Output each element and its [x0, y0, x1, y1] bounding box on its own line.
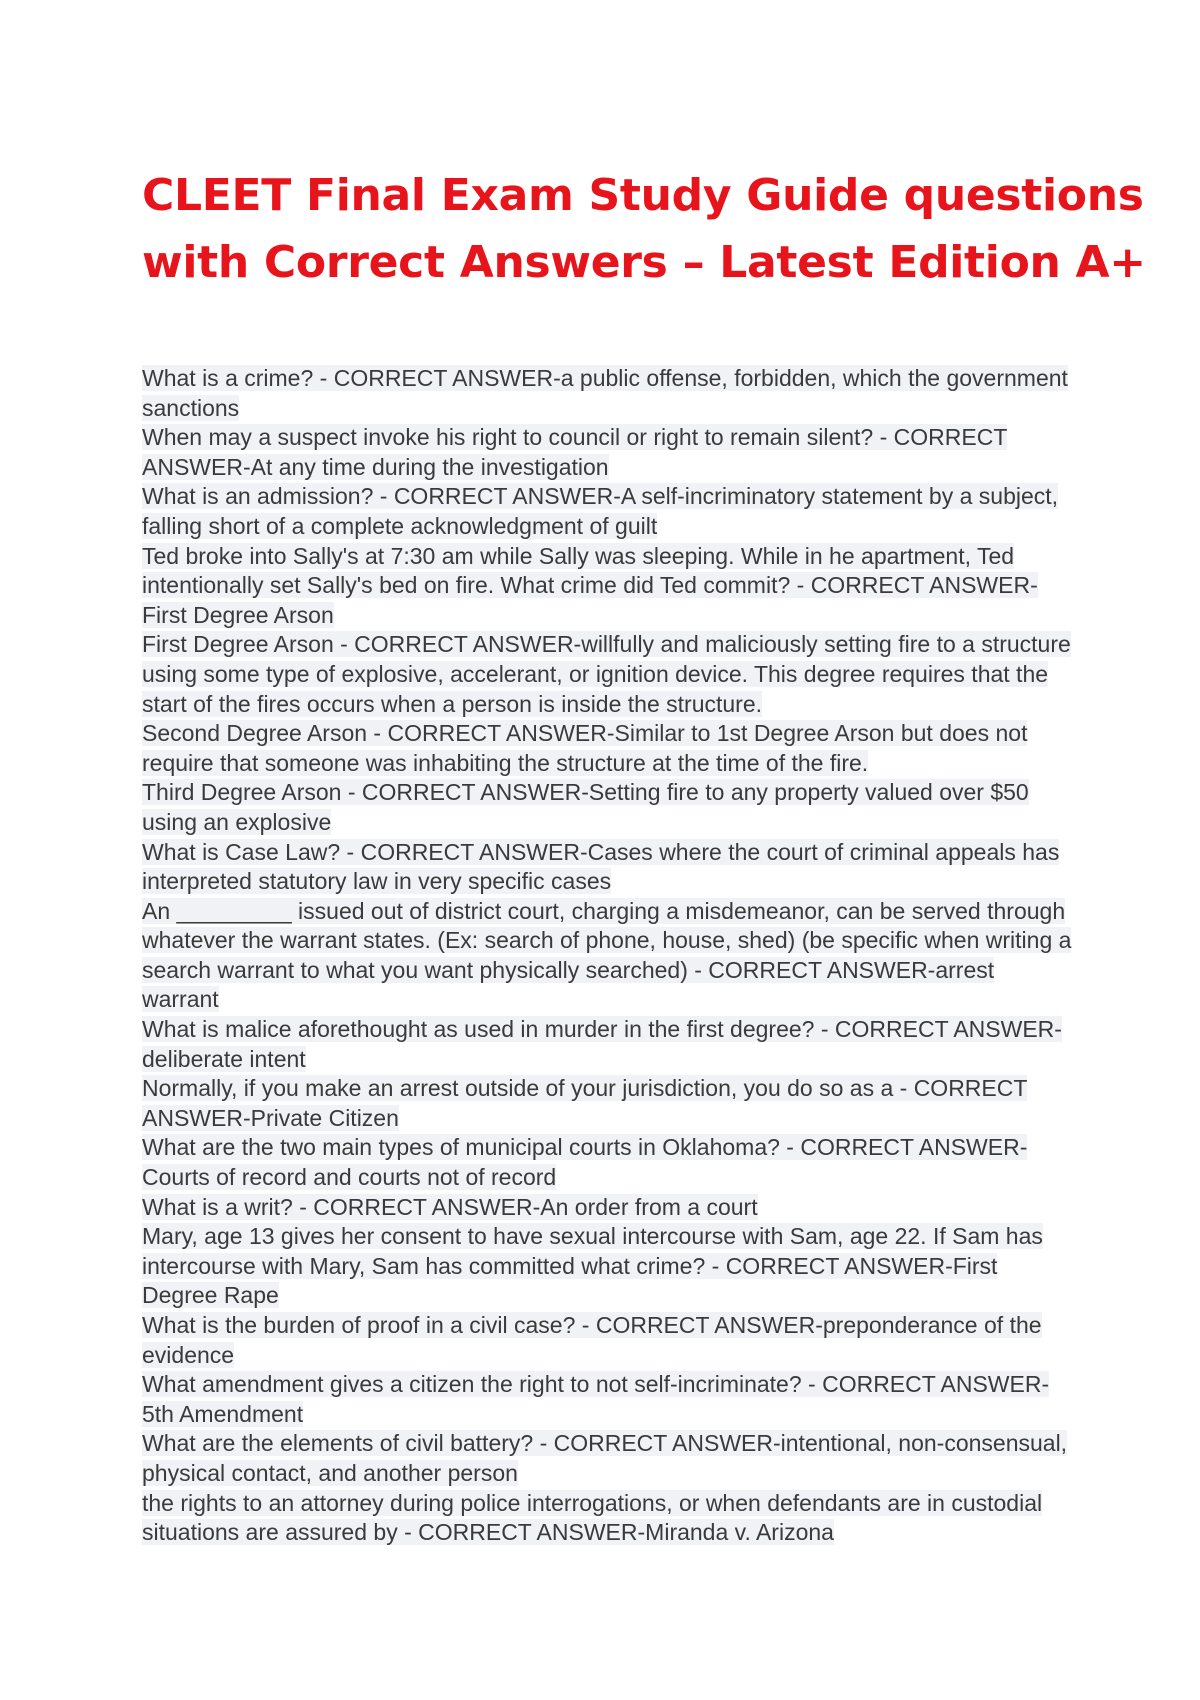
qa-item	[142, 482, 1072, 541]
document-title	[142, 162, 1146, 296]
qa-item	[142, 897, 1072, 1015]
qa-text: When may a suspect invoke his right to council or right to remain silent? - CORRECT ANSWER-At any time during the investigation	[142, 424, 1008, 480]
qa-text: What are the two main types of municipal courts in Oklahoma? - CORRECT ANSWER-Courts of record and courts not of record	[142, 1134, 1028, 1191]
qa-item	[142, 364, 1072, 423]
qa-text: the rights to an attorney during police interrogations, or when defendants are in custodial situations are assured by - CORRECT ANSWER-Miranda v. Arizona	[142, 1489, 1043, 1546]
qa-text: What is a writ? - CORRECT ANSWER-An order from a court	[142, 1193, 758, 1220]
qa-list	[142, 364, 1072, 1548]
qa-text: First Degree Arson - CORRECT ANSWER-willfully and maliciously setting fire to a structure using some type of explosive, accelerant, or ignition device. This degree requires that the start of the fires occurs when a person is inside the structure.	[142, 631, 1071, 717]
qa-text: What is Case Law? - CORRECT ANSWER-Cases where the court of criminal appeals has interpreted statutory law in very specific cases	[142, 838, 1060, 895]
qa-item	[142, 1015, 1072, 1074]
qa-item	[142, 630, 1072, 719]
qa-item	[142, 1370, 1072, 1429]
qa-text: What amendment gives a citizen the right to not self-incriminate? - CORRECT ANSWER-5th Amendment	[142, 1371, 1050, 1427]
qa-text: What is malice aforethought as used in murder in the first degree? - CORRECT ANSWER-deliberate intent	[142, 1016, 1062, 1072]
qa-item	[142, 1311, 1072, 1370]
qa-text: What are the elements of civil battery? - CORRECT ANSWER-intentional, non-consensual, physical contact, and another person	[142, 1430, 1068, 1486]
title-line-1: CLEET Final Exam Study Guide questions	[142, 170, 1144, 221]
qa-item	[142, 778, 1072, 837]
qa-text: What is an admission? - CORRECT ANSWER-A self-incriminatory statement by a subject, falling short of a complete acknowledgment of guilt	[142, 483, 1059, 539]
qa-item	[142, 719, 1072, 778]
qa-text: Second Degree Arson - CORRECT ANSWER-Similar to 1st Degree Arson but does not require that someone was inhabiting the structure at the time of the fire.	[142, 720, 1028, 776]
title-line-2: with Correct Answers – Latest Edition A+	[142, 237, 1146, 288]
qa-text: Mary, age 13 gives her consent to have sexual intercourse with Sam, age 22. If Sam has intercourse with Mary, Sam has committed what crime? - CORRECT ANSWER-First Degree Rape	[142, 1223, 1043, 1309]
qa-text: Normally, if you make an arrest outside of your jurisdiction, you do so as a - CORRECT ANSWER-Private Citizen	[142, 1075, 1028, 1131]
qa-item	[142, 1489, 1072, 1548]
qa-item	[142, 1193, 1072, 1223]
qa-text: An _________ issued out of district court, charging a misdemeanor, can be served through whatever the warrant states. (Ex: search of phone, house, shed) (be specific when writing a search warrant to what you want physically searched) - CORRECT ANSWER-arrest warrant	[142, 897, 1072, 1013]
qa-text: What is a crime? - CORRECT ANSWER-a public offense, forbidden, which the government sanctions	[142, 365, 1068, 421]
qa-text: Third Degree Arson - CORRECT ANSWER-Setting fire to any property valued over $50 using an explosive	[142, 779, 1029, 835]
qa-item	[142, 1222, 1072, 1311]
qa-item	[142, 423, 1072, 482]
qa-text: Ted broke into Sally's at 7:30 am while Sally was sleeping. While in he apartment, Ted intentionally set Sally's bed on fire. What crime did Ted commit? - CORRECT ANSWER-First Degree Arson	[142, 542, 1038, 628]
qa-item	[142, 838, 1072, 897]
qa-item	[142, 542, 1072, 631]
qa-item	[142, 1074, 1072, 1133]
qa-item	[142, 1429, 1072, 1488]
qa-item	[142, 1133, 1072, 1192]
qa-text: What is the burden of proof in a civil case? - CORRECT ANSWER-preponderance of the evidence	[142, 1312, 1042, 1368]
